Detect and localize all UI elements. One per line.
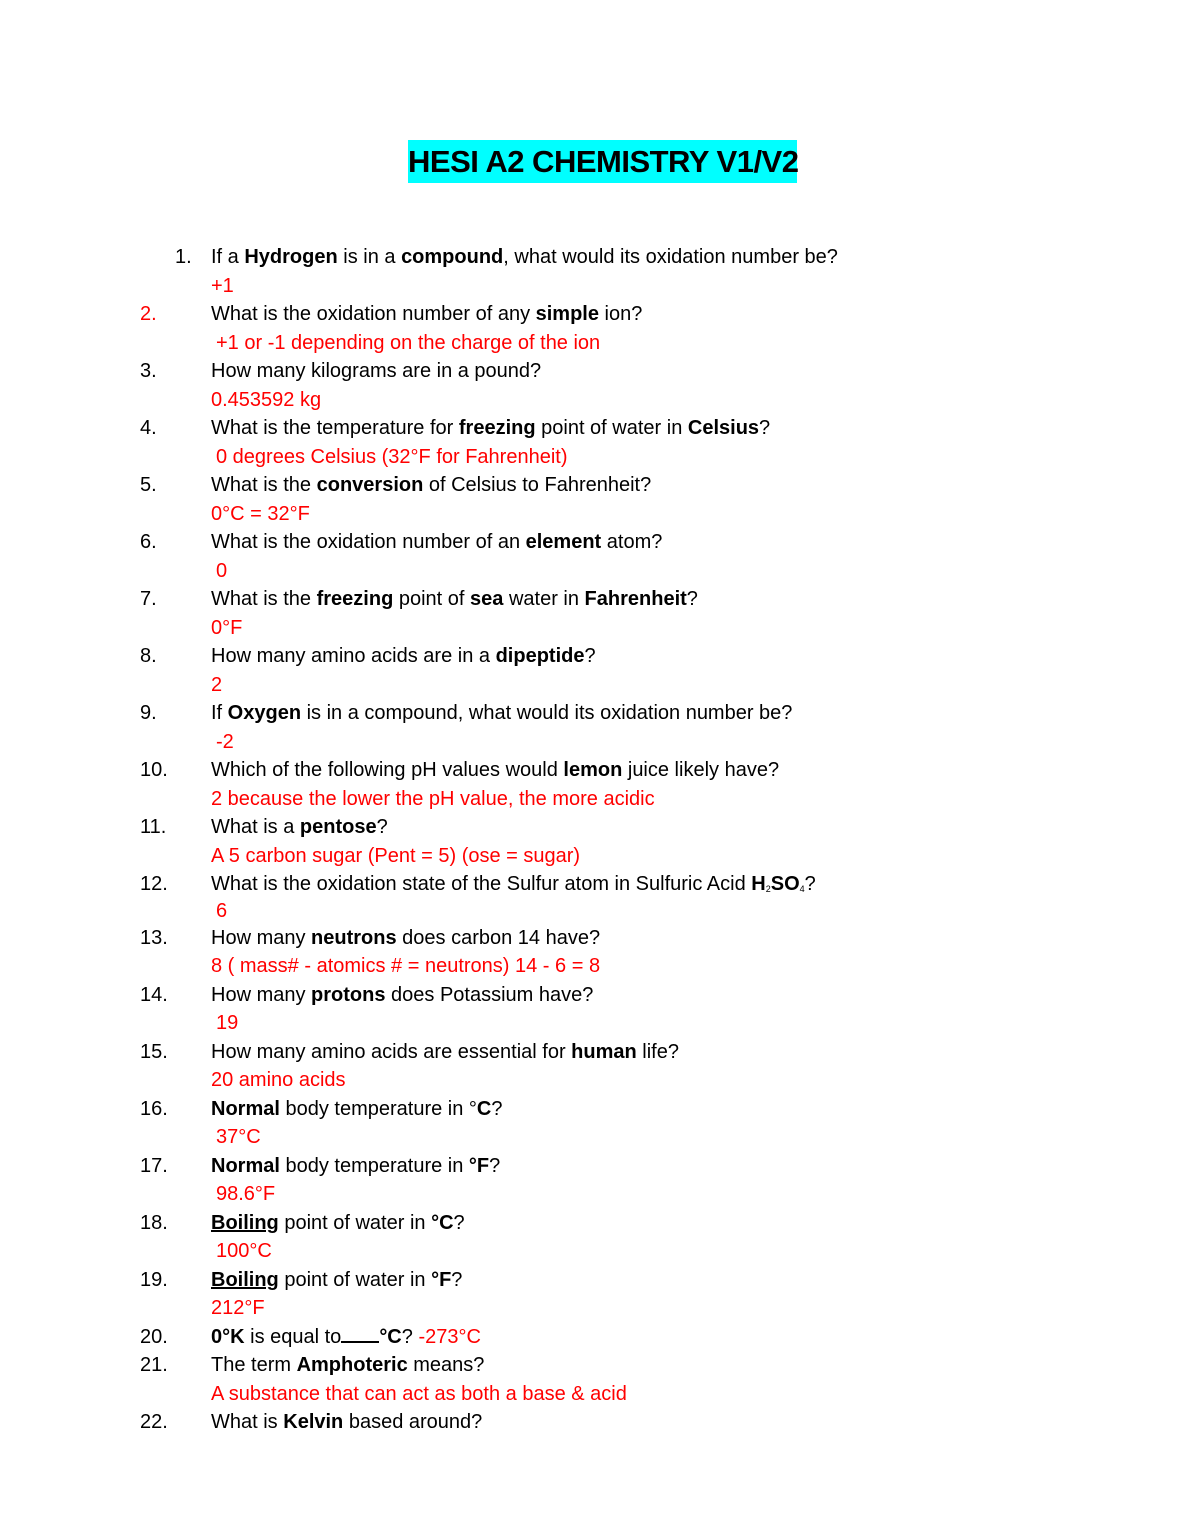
question-item bbox=[0, 1152, 1190, 1209]
question-text: What is the freezing point of sea water in Fahrenheit? bbox=[211, 588, 698, 610]
question-item bbox=[0, 300, 1190, 357]
answer-text: 0 bbox=[216, 559, 228, 582]
question-item bbox=[0, 756, 1190, 813]
question-item bbox=[0, 585, 1190, 642]
question-text: What is a pentose? bbox=[211, 816, 388, 838]
question-item bbox=[0, 870, 1190, 924]
question-item bbox=[0, 471, 1190, 528]
question-item bbox=[0, 981, 1190, 1038]
question-item bbox=[0, 642, 1190, 699]
answer-text: 0°F bbox=[211, 616, 243, 639]
answer-text: 212°F bbox=[211, 1297, 265, 1319]
answer-text: 0 degrees Celsius (32°F for Fahrenheit) bbox=[216, 445, 568, 468]
question-text: What is the temperature for freezing point of water in Celsius? bbox=[211, 417, 771, 439]
question-number: 7. bbox=[140, 588, 157, 610]
answer-text: -2 bbox=[216, 730, 234, 753]
question-item bbox=[0, 243, 1190, 300]
question-number: 14. bbox=[140, 983, 168, 1006]
question-text: What is the conversion of Celsius to Fahrenheit? bbox=[211, 474, 652, 496]
question-text: 0°K is equal to °C? -273°C bbox=[211, 1325, 481, 1348]
question-item bbox=[0, 813, 1190, 870]
question-number: 13. bbox=[140, 926, 168, 949]
answer-text: +1 or -1 depending on the charge of the ion bbox=[216, 331, 601, 354]
question-item bbox=[0, 357, 1190, 414]
question-number: 21. bbox=[140, 1354, 168, 1376]
answer-text: 8 ( mass# - atomics # = neutrons) 14 - 6 = 8 bbox=[211, 955, 601, 977]
question-number: 1. bbox=[175, 246, 192, 268]
question-number: 5. bbox=[140, 474, 157, 496]
fill-in-blank bbox=[341, 1325, 379, 1343]
question-item bbox=[0, 924, 1190, 981]
question-text: If a Hydrogen is in a compound, what would its oxidation number be? bbox=[211, 246, 838, 268]
question-item bbox=[0, 1351, 1190, 1408]
question-text: How many protons does Potassium have? bbox=[211, 983, 594, 1006]
question-item bbox=[0, 414, 1190, 471]
question-text: Boiling point of water in °C? bbox=[211, 1211, 465, 1234]
answer-text: 0°C = 32°F bbox=[211, 502, 310, 525]
question-item bbox=[0, 1095, 1190, 1152]
question-number: 2. bbox=[140, 303, 157, 325]
question-number: 16. bbox=[140, 1097, 168, 1120]
question-number: 9. bbox=[140, 702, 157, 724]
question-text: What is the oxidation number of an element atom? bbox=[211, 531, 663, 553]
answer-text: 6 bbox=[216, 899, 228, 922]
answer-text: A substance that can act as both a base & acid bbox=[211, 1382, 627, 1405]
question-text: What is Kelvin based around? bbox=[211, 1411, 483, 1433]
question-number: 19. bbox=[140, 1268, 168, 1291]
question-text: What is the oxidation number of any simple ion? bbox=[211, 303, 643, 325]
question-number: 20. bbox=[140, 1325, 168, 1348]
question-number: 17. bbox=[140, 1154, 168, 1177]
answer-text: 20 amino acids bbox=[211, 1069, 346, 1091]
question-item bbox=[0, 528, 1190, 585]
question-number: 22. bbox=[140, 1411, 168, 1433]
page-title: HESI A2 CHEMISTRY V1/V2 bbox=[408, 140, 797, 183]
answer-text: 100°C bbox=[216, 1240, 272, 1262]
answer-text: 0.453592 kg bbox=[211, 388, 322, 411]
question-text: Normal body temperature in °C? bbox=[211, 1097, 503, 1120]
question-number: 18. bbox=[140, 1211, 168, 1234]
question-number: 6. bbox=[140, 531, 157, 553]
question-item bbox=[0, 1408, 1190, 1437]
question-text: Boiling point of water in °F? bbox=[211, 1268, 463, 1291]
question-number: 12. bbox=[140, 873, 168, 895]
question-text: How many neutrons does carbon 14 have? bbox=[211, 926, 601, 949]
question-text: How many kilograms are in a pound? bbox=[211, 360, 542, 382]
question-number: 10. bbox=[140, 759, 168, 781]
question-text: How many amino acids are essential for human life? bbox=[211, 1040, 679, 1063]
answer-text: +1 bbox=[211, 274, 234, 297]
answer-text: -273°C bbox=[418, 1325, 481, 1348]
question-text: What is the oxidation state of the Sulfur atom in Sulfuric Acid $H_2SO_4$? bbox=[211, 873, 816, 895]
question-number: 8. bbox=[140, 645, 157, 667]
question-item bbox=[0, 1266, 1190, 1323]
question-text: If Oxygen is in a compound, what would its oxidation number be? bbox=[211, 702, 793, 724]
title-block bbox=[408, 140, 797, 183]
question-text: How many amino acids are in a dipeptide? bbox=[211, 645, 596, 667]
question-text: Which of the following pH values would lemon juice likely have? bbox=[211, 759, 780, 781]
answer-text: 2 bbox=[211, 673, 223, 696]
answer-text: 2 because the lower the pH value, the more acidic bbox=[211, 787, 655, 810]
answer-text: 37°C bbox=[216, 1126, 261, 1148]
question-item bbox=[0, 699, 1190, 756]
question-item bbox=[0, 1209, 1190, 1266]
question-number: 3. bbox=[140, 360, 157, 382]
question-item bbox=[0, 1038, 1190, 1095]
question-number: 11. bbox=[140, 816, 167, 838]
question-number: 4. bbox=[140, 417, 157, 439]
question-text: The term Amphoteric means? bbox=[211, 1354, 485, 1376]
answer-text: 98.6°F bbox=[216, 1183, 276, 1205]
question-list bbox=[0, 243, 1190, 1437]
answer-text: 19 bbox=[216, 1012, 239, 1034]
question-item bbox=[0, 1323, 1190, 1352]
question-text: Normal body temperature in °F? bbox=[211, 1154, 501, 1177]
answer-text: A 5 carbon sugar (Pent = 5) (ose = sugar) bbox=[211, 844, 581, 867]
question-number: 15. bbox=[140, 1040, 168, 1063]
